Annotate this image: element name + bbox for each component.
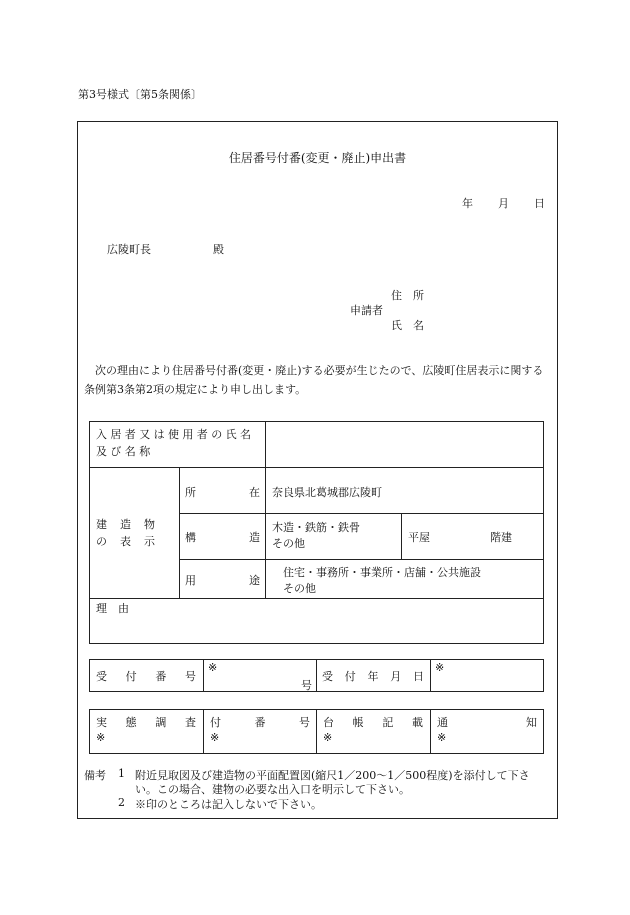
remark-1-number: 1 <box>118 767 125 780</box>
body-text: 次の理由により住居番号付番(変更・廃止)する必要が生じたので、広陵町住居表示に関する条例第3条第2項の規定により申し出します。 <box>84 364 544 396</box>
occupant-label: 入居者又は使用者の氏名及び名称 <box>96 428 255 458</box>
floors-suffix: 階建 <box>490 531 512 544</box>
structure-option-1[interactable]: 木造・鉄筋・鉄骨 <box>272 521 360 534</box>
ledger-label: 台 帳 記 載 <box>323 716 423 729</box>
applicant-address-label: 住 所 <box>391 289 424 302</box>
reception-date-label: 受 付 年 月 日 <box>322 670 424 683</box>
reception-date-mark: ※ <box>435 661 445 674</box>
remark-2-number: 2 <box>118 796 125 809</box>
notice-label: 通 知 <box>437 716 537 729</box>
form-number: 第3号様式〔第5条関係〕 <box>78 88 202 101</box>
applicant-label: 申請者 <box>350 304 383 317</box>
ledger-mark: ※ <box>323 731 333 744</box>
usage-label: 用 途 <box>185 574 260 587</box>
remarks-label: 備考 <box>84 769 106 782</box>
floors-prefix: 平屋 <box>408 531 430 544</box>
usage-option-1[interactable]: 住宅・事務所・事業所・店舗・公共施設 <box>283 566 481 579</box>
addressee-honorific: 殿 <box>213 243 224 256</box>
survey-label: 実 態 調 査 <box>96 716 196 729</box>
structure-label: 構 造 <box>185 531 260 544</box>
applicant-name-label: 氏 名 <box>391 319 424 332</box>
addressee-name: 広陵町長 <box>107 243 151 256</box>
reason-input[interactable] <box>90 614 543 643</box>
date-year[interactable]: 年 <box>462 197 473 210</box>
location-value[interactable]: 奈良県北葛城郡広陵町 <box>272 486 382 499</box>
remark-2-text: ※印のところは記入しないで下さい。 <box>135 798 322 811</box>
structure-option-2[interactable]: その他 <box>272 537 305 550</box>
reason-label: 理 由 <box>96 602 129 615</box>
usage-option-2[interactable]: その他 <box>283 582 316 595</box>
remark-1-line-1: 附近見取図及び建造物の平面配置図(縮尺1／200〜1／500程度)を添付して下さ <box>135 769 530 782</box>
occupant-input[interactable] <box>266 422 543 466</box>
remark-1-line-2: い。この場合、建物の必要な出入口を明示して下さい。 <box>135 783 410 796</box>
survey-mark: ※ <box>96 731 106 744</box>
building-label: 建造物の表示 <box>96 518 168 548</box>
reception-number-suffix: 号 <box>301 679 312 692</box>
date-day[interactable]: 日 <box>534 197 545 210</box>
reception-number-mark: ※ <box>208 661 218 674</box>
numbering-label: 付 番 号 <box>210 716 310 729</box>
location-label: 所 在 <box>185 486 260 499</box>
notice-mark: ※ <box>437 731 447 744</box>
numbering-mark: ※ <box>210 731 220 744</box>
reception-number-label: 受 付 番 号 <box>96 670 196 683</box>
form-title: 住居番号付番(変更・廃止)申出書 <box>228 151 407 165</box>
date-month[interactable]: 月 <box>498 197 509 210</box>
